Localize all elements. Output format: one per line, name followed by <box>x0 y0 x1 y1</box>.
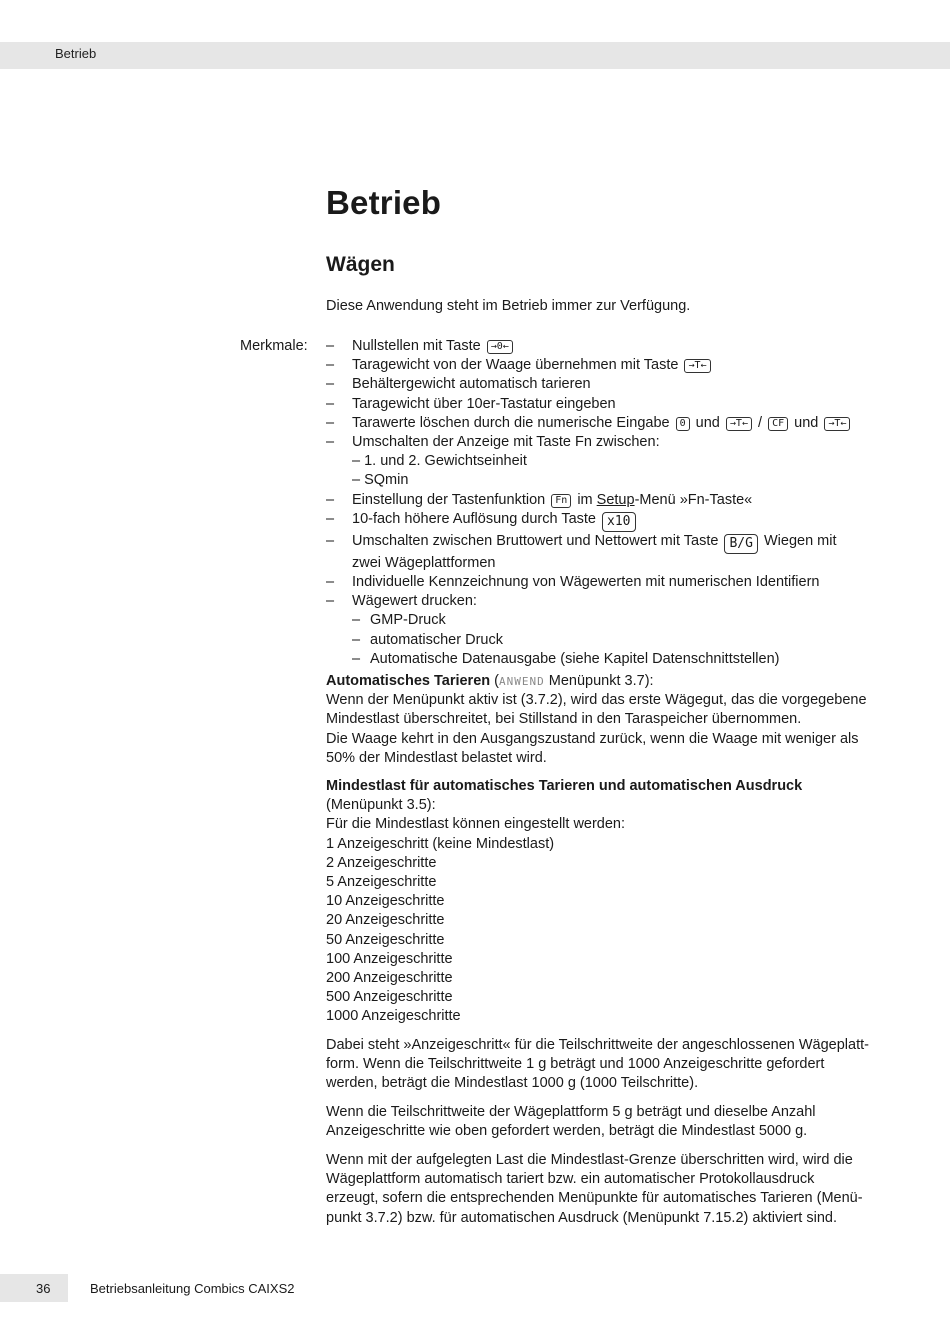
list-item: – Tarawerte löschen durch die numerische Eingabe 0 und →T← / CF und →T← <box>326 414 886 433</box>
list-item: – Taragewicht von der Waage übernehmen mit Taste →T← <box>326 356 886 375</box>
list-item: – Wägewert drucken: <box>326 593 477 610</box>
tare-key-icon: →T← <box>824 417 850 431</box>
paragraph-threshold: Wenn mit der aufgelegten Last die Mindestlast-Grenze überschritten wird, wird die Wägeplattform automatisch tariert bzw. ein automatischer Protokollausdruck erzeugt, sofern die entsprechenden Menüpunkte für automatisches Tarieren (Menü- punkt 3.7.2) bzw. für automatischen Ausdruck (Menüpunkt 7.15.2) aktiviert sind. <box>326 1152 863 1226</box>
list-item: 2 Anzeigeschritte <box>326 854 437 871</box>
auto-tare-section: Automatisches Tarieren (ANWEND Menüpunkt 3.7): Wenn der Menüpunkt aktiv ist (3.7.2), wird das erste Wägegut, das die vorgegebene Mindestlast überschreitet, bei Stillstand in den Taraspeicher übernommen. Die Waage kehrt in den Ausgangszustand zurück, wenn die Waage mit weniger als 50% der Mindestlast belastet wird. <box>326 673 867 766</box>
zero-digit-key-icon: 0 <box>676 417 690 431</box>
running-header: Betrieb <box>55 46 97 61</box>
intro-text: Diese Anwendung steht im Betrieb immer zur Verfügung. <box>326 298 691 314</box>
features-label: Merkmale: <box>240 338 308 354</box>
list-item: 1000 Anzeigeschritte <box>326 1008 461 1025</box>
tare-key-icon: →T← <box>726 417 752 431</box>
list-item: 1 Anzeigeschritt (keine Mindestlast) <box>326 835 555 852</box>
list-item: – Einstellung der Tastenfunktion Fn im Setup-Menü »Fn-Taste« <box>326 491 753 508</box>
sub-list-item: – 1. und 2. Gewichtseinheit <box>352 453 527 470</box>
header-band <box>0 42 950 69</box>
display-segment-icon: ANWEND <box>498 675 545 688</box>
page-number: 36 <box>36 1281 51 1296</box>
list-item: – Taragewicht über 10er-Tastatur eingeben <box>326 395 616 412</box>
list-item: – Umschalten zwischen Bruttowert und Nettowert mit Taste B/G Wiegen mit zwei Wägeplattformen <box>326 532 837 571</box>
list-item: – Umschalten der Anzeige mit Taste Fn zwischen: <box>326 434 660 451</box>
list-item: 200 Anzeigeschritte <box>326 970 453 987</box>
footer-title: Betriebsanleitung Combics CAIXS2 <box>90 1281 295 1296</box>
list-item: 50 Anzeigeschritte <box>326 931 445 948</box>
tare-key-icon: →T← <box>684 359 710 373</box>
list-item: 10 Anzeigeschritte <box>326 893 445 910</box>
list-item: – Behältergewicht automatisch tarieren <box>326 376 591 393</box>
list-item: 5 Anzeigeschritte <box>326 874 437 891</box>
sub-list-item: – SQmin <box>352 472 409 489</box>
section-heading: Wägen <box>326 253 395 276</box>
paragraph-example: Wenn die Teilschrittweite der Wägeplattform 5 g beträgt und dieselbe Anzahl Anzeigeschritte wie oben gefordert werden, beträgt die Mindestlast 5000 g. <box>326 1104 816 1140</box>
list-item: 500 Anzeigeschritte <box>326 989 453 1006</box>
list-item: – 10-fach höhere Auflösung durch Taste x10 <box>326 510 886 532</box>
sub-list-item: – Automatische Datenausgabe (siehe Kapitel Datenschnittstellen) <box>352 650 780 667</box>
list-item: 100 Anzeigeschritte <box>326 950 453 967</box>
features-list <box>326 337 886 669</box>
fn-key-icon: Fn <box>551 494 571 508</box>
gross-net-key-icon: B/G <box>724 534 757 554</box>
auto-tare-heading: Automatisches Tarieren <box>326 673 491 689</box>
min-load-heading: Mindestlast für automatisches Tarieren und automatischen Ausdruck <box>326 778 803 794</box>
footer-band <box>0 1274 68 1302</box>
min-load-section: Mindestlast für automatisches Tarieren und automatischen Ausdruck (Menüpunkt 3.5): Für die Mindestlast können eingestellt werden: 1 Anzeigeschritt (keine Mindestlast) 2 Anzeigeschritte 5 Anzeigeschritte 10 Anzeigeschritte 20 Anzeigeschritte 50 Anzeigeschritte 100 Anzeigeschritte 200 Anzeigeschritte 500 Anzeigeschritte 1000 Anzeigeschritte <box>326 777 886 1027</box>
paragraph-step-definition: Dabei steht »Anzeigeschritt« für die Teilschrittweite der angeschlossenen Wägeplatt- form. Wenn die Teilschrittweite 1 g beträgt und 1000 Anzeigeschritte gefordert werden, beträgt die Mindestlast 1000 g (1000 Teilschritte). <box>326 1037 869 1092</box>
x10-key-icon: x10 <box>602 512 635 532</box>
list-item: – Nullstellen mit Taste →0← <box>326 337 886 356</box>
zero-key-icon: →0← <box>487 340 513 354</box>
page-title: Betrieb <box>326 184 442 221</box>
sub-list-item: – GMP-Druck <box>352 612 446 629</box>
sub-list-item: – automatischer Druck <box>352 631 503 648</box>
list-item: 20 Anzeigeschritte <box>326 912 445 929</box>
clear-key-icon: CF <box>768 417 788 431</box>
list-item: – Individuelle Kennzeichnung von Wägewerten mit numerischen Identifiern <box>326 574 820 591</box>
